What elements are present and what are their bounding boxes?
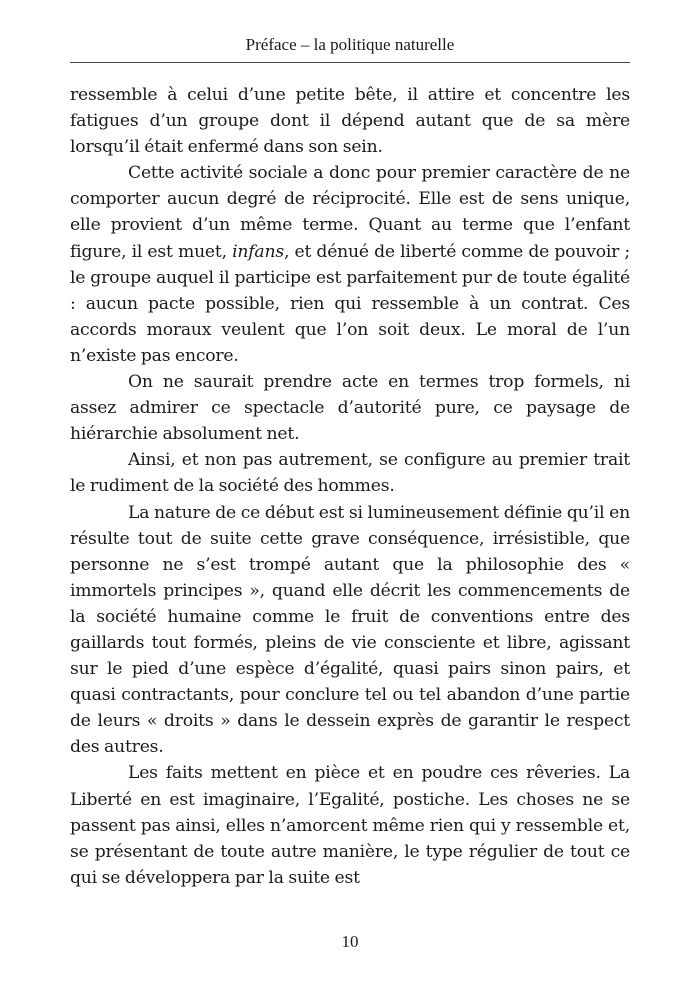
header-rule	[70, 62, 630, 63]
paragraph-text: , et dénué de liberté comme de pouvoir ; le groupe auquel il participe est parfaitement pur de toute égalité : aucun pacte possible, rien qui ressemble à un contrat. Ces accords moraux veulent que l’on soit deux. Le moral de l’un n’existe pas encore.	[70, 241, 630, 366]
paragraph-rudiment: Ainsi, et non pas autrement, se configure au premier trait le rudiment de la société des hommes.	[70, 450, 630, 497]
running-header: Préface – la politique naturelle	[245, 35, 455, 54]
italic-term: infans	[232, 241, 284, 262]
paragraph-reciprocity	[70, 160, 630, 369]
paragraph-principles: La nature de ce début est si lumineusement définie qu’il en résulte tout de suite cette grave conséquence, irrésistible, que personne ne s’est trompé autant que la philosophie des « immortels principes », quand elle décrit les commencements de la société humaine comme le fruit de conventions entre des gaillards tout formés, pleins de vie consciente et libre, agissant sur le pied d’une espèce d’égalité, quasi pairs sinon pairs, et quasi contractants, pour conclure tel ou tel abandon d’une partie de leurs « droits » dans le dessein exprès de garantir le respect des autres.	[70, 502, 630, 758]
paragraph-facts: Les faits mettent en pièce et en poudre ces rêveries. La Liberté en est imaginaire, l’Egalité, postiche. Les choses ne se passent pas ainsi, elles n’amorcent même rien qui y ressemble et, se présentant de toute autre manière, le type régulier de tout ce qui se développera par la suite est	[70, 763, 630, 888]
paragraph-text: Cette activité sociale a donc pour premier caractère de ne comporter aucun degré de réciprocité. Elle est de sens unique, elle provient d’un même terme. Quant au terme que l’enfant figure, il est muet,	[70, 163, 630, 262]
page-number: 10	[341, 932, 359, 951]
paragraph-continuation: ressemble à celui d’une petite bête, il attire et concentre les fatigues d’un groupe dont il dépend autant que de sa mère lorsqu’il était enfermé dans son sein.	[70, 85, 630, 158]
paragraph-authority: On ne saurait prendre acte en termes trop formels, ni assez admirer ce spectacle d’autorité pure, ce paysage de hiérarchie absolument net.	[70, 372, 630, 445]
page-body	[70, 82, 630, 891]
